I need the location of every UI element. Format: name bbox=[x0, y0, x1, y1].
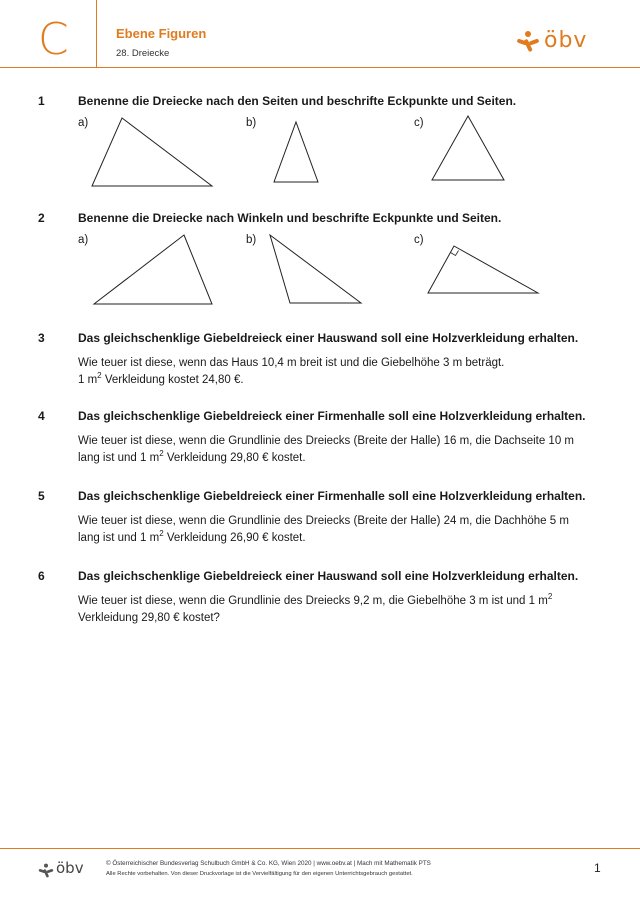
task-number: 5 bbox=[38, 489, 45, 503]
publisher-logo bbox=[516, 30, 592, 56]
triangle-1c bbox=[38, 94, 608, 194]
footer-logo-text: öbv bbox=[56, 859, 84, 877]
task-3 bbox=[38, 331, 608, 391]
asterisk-icon bbox=[516, 30, 540, 54]
task-title: Das gleichschenklige Giebeldreieck einer Hauswand soll eine Holzverkleidung erhalten. bbox=[78, 331, 579, 345]
task-number: 6 bbox=[38, 569, 45, 583]
sublabel-b: b) bbox=[246, 234, 257, 246]
task-text-line: Wie teuer ist diese, wenn die Grundlinie des Dreiecks (Breite der Halle) 16 m, die Dachseite 10 m bbox=[78, 435, 574, 447]
task-text-line: 1 $m^2$ Verkleidung kostet 24,80 €. bbox=[78, 371, 244, 386]
task-2 bbox=[38, 211, 608, 311]
task-title: Benenne die Dreiecke nach Winkeln und beschrifte Eckpunkte und Seiten. bbox=[78, 211, 502, 225]
footer-divider bbox=[0, 848, 640, 849]
header-divider-vertical bbox=[96, 0, 97, 67]
footer-rights: Alle Rechte vorbehalten. Von dieser Druckvorlage ist die Vervielfältigung für den eigenen Unterrichtsgebrauch gestattet. bbox=[106, 871, 413, 877]
triangle-2c bbox=[38, 211, 608, 311]
task-title: Benenne die Dreiecke nach den Seiten und beschrifte Eckpunkte und Seiten. bbox=[78, 94, 517, 108]
section-subtitle: 28. Dreiecke bbox=[116, 48, 170, 59]
task-number: 1 bbox=[38, 94, 45, 108]
task-text bbox=[78, 593, 608, 627]
task-title: Das gleichschenklige Giebeldreieck einer Firmenhalle soll eine Holzverkleidung erhalten. bbox=[78, 409, 586, 423]
task-title: Das gleichschenklige Giebeldreieck einer Firmenhalle soll eine Holzverkleidung erhalten. bbox=[78, 489, 586, 503]
task-5 bbox=[38, 489, 608, 549]
task-text-line: Wie teuer ist diese, wenn die Grundlinie des Dreiecks 9,2 m, die Giebelhöhe 3 m ist und 1 $m^2$ bbox=[78, 592, 553, 607]
task-text-line: Verkleidung 29,80 € kostet? bbox=[78, 612, 220, 624]
footer-copyright: © Österreichischer Bundesverlag Schulbuch GmbH & Co. KG, Wien 2020 | www.oebv.at | Mach mit Mathematik PTS bbox=[106, 860, 431, 867]
task-text-line: Wie teuer ist diese, wenn das Haus 10,4 m breit ist und die Giebelhöhe 3 m beträgt. bbox=[78, 357, 505, 369]
task-number: 2 bbox=[38, 211, 45, 225]
sublabel-c: c) bbox=[414, 234, 424, 246]
header-divider bbox=[0, 67, 640, 68]
task-number: 3 bbox=[38, 331, 45, 345]
sublabel-a: a) bbox=[78, 234, 89, 246]
task-1 bbox=[38, 94, 608, 194]
footer-logo bbox=[38, 861, 94, 881]
task-number: 4 bbox=[38, 409, 45, 423]
logo-text: öbv bbox=[544, 28, 588, 53]
sublabel-c: c) bbox=[414, 117, 424, 129]
task-text-line: lang ist und 1 $m^2$ Verkleidung 29,80 € kostet. bbox=[78, 449, 306, 464]
asterisk-icon bbox=[38, 863, 54, 879]
chapter-title: Ebene Figuren bbox=[116, 26, 207, 41]
sublabel-b: b) bbox=[246, 117, 257, 129]
task-text bbox=[78, 433, 608, 467]
task-text bbox=[78, 513, 608, 547]
task-text-line: lang ist und 1 $m^2$ Verkleidung 26,90 € kostet. bbox=[78, 529, 306, 544]
chapter-letter: C bbox=[38, 14, 69, 65]
sublabel-a: a) bbox=[78, 117, 89, 129]
task-text bbox=[78, 355, 608, 389]
task-4 bbox=[38, 409, 608, 469]
task-text-line: Wie teuer ist diese, wenn die Grundlinie des Dreiecks (Breite der Halle) 24 m, die Dachhöhe 5 m bbox=[78, 515, 569, 527]
task-title: Das gleichschenklige Giebeldreieck einer Hauswand soll eine Holzverkleidung erhalten. bbox=[78, 569, 579, 583]
page-number: 1 bbox=[594, 861, 601, 875]
task-6 bbox=[38, 569, 608, 629]
